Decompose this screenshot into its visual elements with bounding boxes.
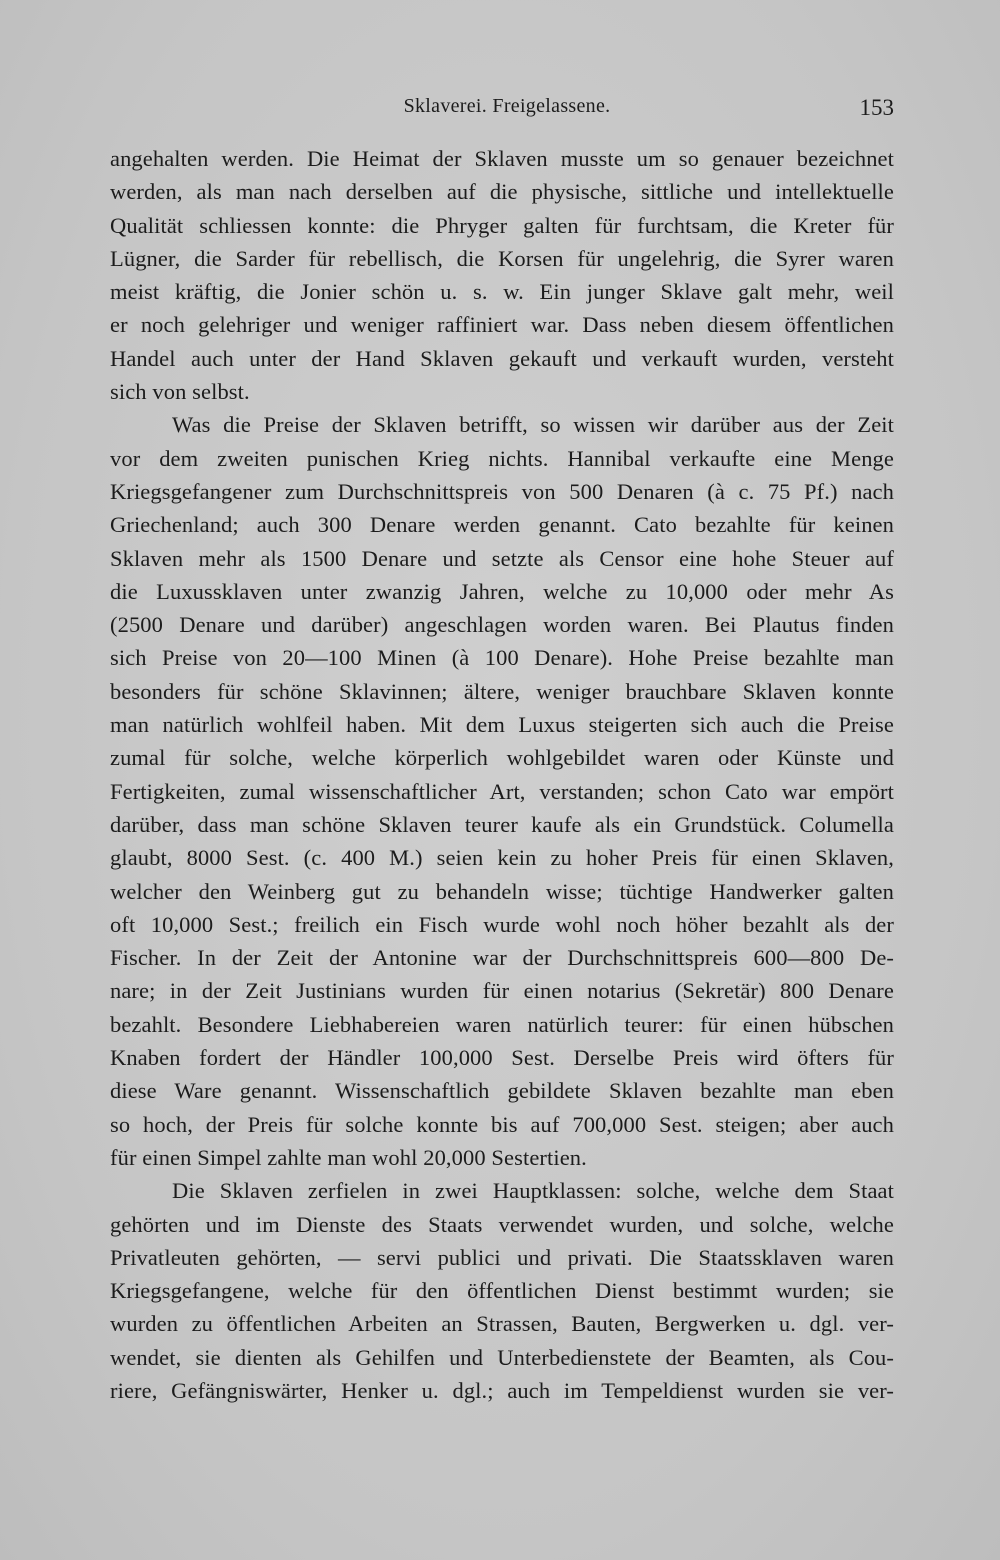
page-header (110, 95, 894, 129)
paragraph (110, 142, 894, 408)
text-line: Qualität schliessen konnte: die Phryger galten für furchtsam, die Kreter für (110, 212, 894, 238)
text-line: Privatleuten gehörten, — servi publici und privati. Die Staatssklaven waren (110, 1244, 894, 1270)
text-line: Die Sklaven zerfielen in zwei Hauptklassen: solche, welche dem Staat (172, 1178, 894, 1204)
paragraph (110, 408, 894, 1174)
text-line: sich Preise von 20—100 Minen (à 100 Denare). Hohe Preise bezahlte man (110, 645, 894, 671)
text-line: vor dem zweiten punischen Krieg nichts. Hannibal verkaufte eine Menge (110, 445, 894, 471)
text-line: die Luxussklaven unter zwanzig Jahren, welche zu 10,000 oder mehr As (110, 578, 894, 604)
running-title: Sklaverei. Freigelassene. (403, 95, 611, 117)
text-line: darüber, dass man schöne Sklaven teurer kaufe als ein Grundstück. Columella (110, 811, 894, 837)
text-line: Kriegsgefangener zum Durchschnittspreis von 500 Denaren (à c. 75 Pf.) nach (110, 478, 894, 504)
text-line: Was die Preise der Sklaven betrifft, so wissen wir darüber aus der Zeit (172, 412, 894, 438)
text-line: nare; in der Zeit Justinians wurden für einen notarius (Sekretär) 800 Denare (110, 978, 894, 1004)
text-line: wendet, sie dienten als Gehilfen und Unterbedienstete der Beamten, als Cou- (110, 1344, 894, 1370)
text-line: Lügner, die Sarder für rebellisch, die Korsen für ungelehrig, die Syrer waren (110, 245, 894, 271)
text-line: Griechenland; auch 300 Denare werden genannt. Cato bezahlte für keinen (110, 512, 894, 538)
text-line: diese Ware genannt. Wissenschaftlich gebildete Sklaven bezahlte man eben (110, 1078, 894, 1104)
paragraph (110, 1174, 894, 1407)
text-line: oft 10,000 Sest.; freilich ein Fisch wurde wohl noch höher bezahlt als der (110, 911, 894, 937)
body-text (110, 142, 894, 1407)
text-line: wurden zu öffentlichen Arbeiten an Strassen, Bauten, Bergwerken u. dgl. ver- (110, 1311, 894, 1337)
page-number: 153 (859, 95, 894, 120)
text-line: besonders für schöne Sklavinnen; ältere, weniger brauchbare Sklaven konnte (110, 678, 894, 704)
text-line: glaubt, 8000 Sest. (c. 400 M.) seien kein zu hoher Preis für einen Sklaven, (110, 845, 894, 871)
text-line: (2500 Denare und darüber) angeschlagen worden waren. Bei Plautus finden (110, 612, 894, 638)
text-line: meist kräftig, die Jonier schön u. s. w. Ein junger Sklave galt mehr, weil (110, 279, 894, 305)
text-line: Knaben fordert der Händler 100,000 Sest. Derselbe Preis wird öfters für (110, 1045, 894, 1071)
text-line: zumal für solche, welche körperlich wohlgebildet waren oder Künste und (110, 745, 894, 771)
text-line: gehörten und im Dienste des Staats verwendet wurden, und solche, welche (110, 1211, 894, 1237)
text-line: Fischer. In der Zeit der Antonine war der Durchschnittspreis 600—800 De- (110, 945, 894, 971)
text-line: werden, als man nach derselben auf die physische, sittliche und intellektuelle (110, 179, 894, 205)
text-line: er noch gelehriger und weniger raffiniert war. Dass neben diesem öffentlichen (110, 312, 894, 338)
text-line: Fertigkeiten, zumal wissenschaftlicher Art, verstanden; schon Cato war empört (110, 778, 894, 804)
text-line: bezahlt. Besondere Liebhabereien waren natürlich teurer: für einen hübschen (110, 1011, 894, 1037)
text-line: Handel auch unter der Hand Sklaven gekauft und verkauft wurden, versteht (110, 345, 894, 371)
text-line: für einen Simpel zahlte man wohl 20,000 Sestertien. (110, 1144, 587, 1170)
text-line: riere, Gefängniswärter, Henker u. dgl.; auch im Tempeldienst wurden sie ver- (110, 1377, 894, 1403)
text-line: Kriegsgefangene, welche für den öffentlichen Dienst bestimmt wurden; sie (110, 1278, 894, 1304)
text-line: welcher den Weinberg gut zu behandeln wisse; tüchtige Handwerker galten (110, 878, 894, 904)
text-line: sich von selbst. (110, 379, 250, 405)
text-line: man natürlich wohlfeil haben. Mit dem Luxus steigerten sich auch die Preise (110, 712, 894, 738)
text-line: angehalten werden. Die Heimat der Sklaven musste um so genauer bezeichnet (110, 146, 894, 171)
text-line: so hoch, der Preis für solche konnte bis auf 700,000 Sest. steigen; aber auch (110, 1111, 894, 1137)
text-line: Sklaven mehr als 1500 Denare und setzte als Censor eine hohe Steuer auf (110, 545, 894, 571)
